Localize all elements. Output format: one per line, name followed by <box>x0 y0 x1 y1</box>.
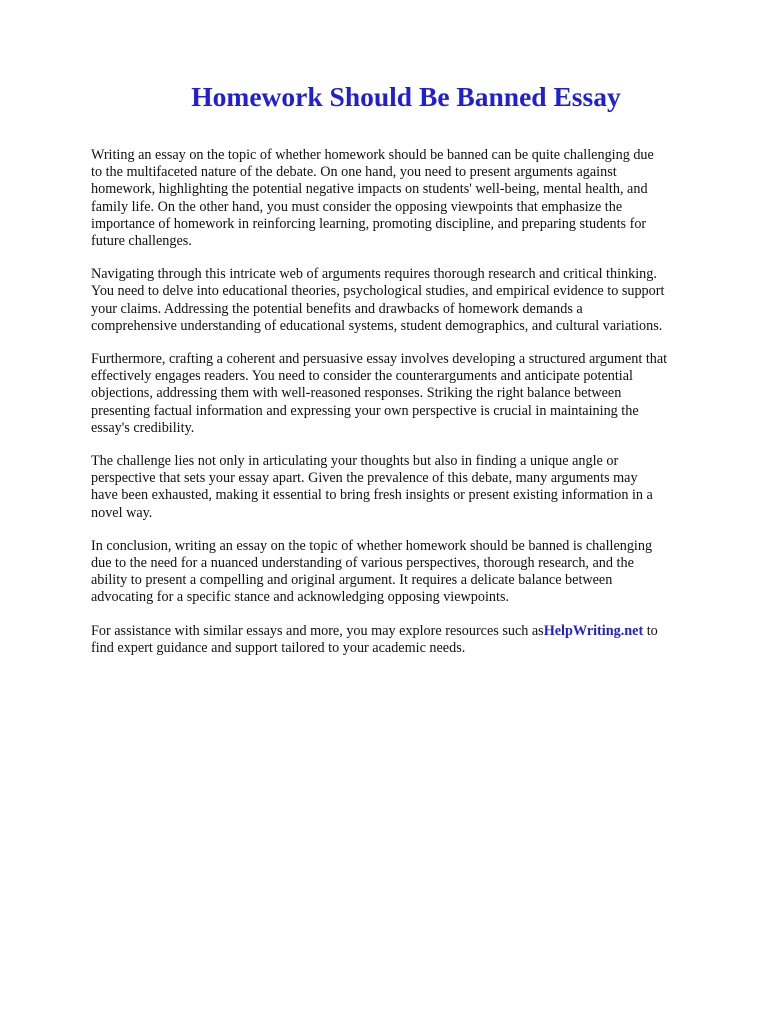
paragraph-line: advocating for a specific stance and acknowledging opposing viewpoints. <box>91 589 510 606</box>
paragraph-line: have been exhausted, making it essential to bring fresh insights or present existing information in a <box>91 487 653 504</box>
paragraph-line: comprehensive understanding of educational systems, student demographics, and cultural variations. <box>91 317 663 334</box>
paragraph-line: Writing an essay on the topic of whether homework should be banned can be quite challenging due <box>91 147 654 163</box>
paragraph-line: perspective that sets your essay apart. Given the prevalence of this debate, many arguments may <box>91 470 638 487</box>
paragraph-4 <box>91 453 731 522</box>
closing-line-1 <box>91 623 731 640</box>
closing-text-before: For assistance with similar essays and more, you may explore resources such as <box>91 622 544 639</box>
closing-line-2: find expert guidance and support tailored to your academic needs. <box>91 639 466 656</box>
paragraph-3 <box>91 351 731 437</box>
paragraph-line: novel way. <box>91 504 153 521</box>
paragraph-line: objections, addressing them with well-reasoned responses. Striking the right balance between <box>91 385 622 402</box>
closing-text-after: to <box>643 622 658 639</box>
paragraph-line: Navigating through this intricate web of arguments requires thorough research and critical thinking. <box>91 266 657 283</box>
paragraph-line: Furthermore, crafting a coherent and persuasive essay involves developing a structured argument that <box>91 351 668 368</box>
paragraph-line: to the multifaceted nature of the debate. On one hand, you need to present arguments against <box>91 164 617 181</box>
paragraph-line: effectively engages readers. You need to consider the counterarguments and anticipate potential <box>91 368 633 385</box>
document-body <box>91 147 731 673</box>
paragraph-line: due to the need for a nuanced understanding of various perspectives, thorough research, and the <box>91 555 634 572</box>
paragraph-5 <box>91 538 731 607</box>
paragraph-line: ability to present a compelling and original argument. It requires a delicate balance between <box>91 572 613 589</box>
paragraph-line: The challenge lies not only in articulating your thoughts but also in finding a unique angle or <box>91 453 619 470</box>
paragraph-line: You need to delve into educational theories, psychological studies, and empirical evidence to support <box>91 283 665 300</box>
paragraph-1 <box>91 147 731 250</box>
paragraph-line: future challenges. <box>91 233 192 250</box>
paragraph-2 <box>91 266 731 335</box>
paragraph-line: essay's credibility. <box>91 419 195 436</box>
paragraph-line: family life. On the other hand, you must consider the opposing viewpoints that emphasize the <box>91 198 623 215</box>
closing-paragraph <box>91 623 731 657</box>
paragraph-line: importance of homework in reinforcing learning, promoting discipline, and preparing students for <box>91 215 647 232</box>
paragraph-line: In conclusion, writing an essay on the topic of whether homework should be banned is challenging <box>91 537 653 554</box>
paragraph-line: your claims. Addressing the potential benefits and drawbacks of homework demands a <box>91 300 583 317</box>
paragraph-line: presenting factual information and expressing your own perspective is crucial in maintaining the <box>91 402 639 419</box>
helpwriting-link[interactable]: HelpWriting.net <box>543 622 644 639</box>
document-title: Homework Should Be Banned Essay <box>191 81 621 112</box>
paragraph-line: homework, highlighting the potential negative impacts on students' well-being, mental health, and <box>91 181 648 198</box>
